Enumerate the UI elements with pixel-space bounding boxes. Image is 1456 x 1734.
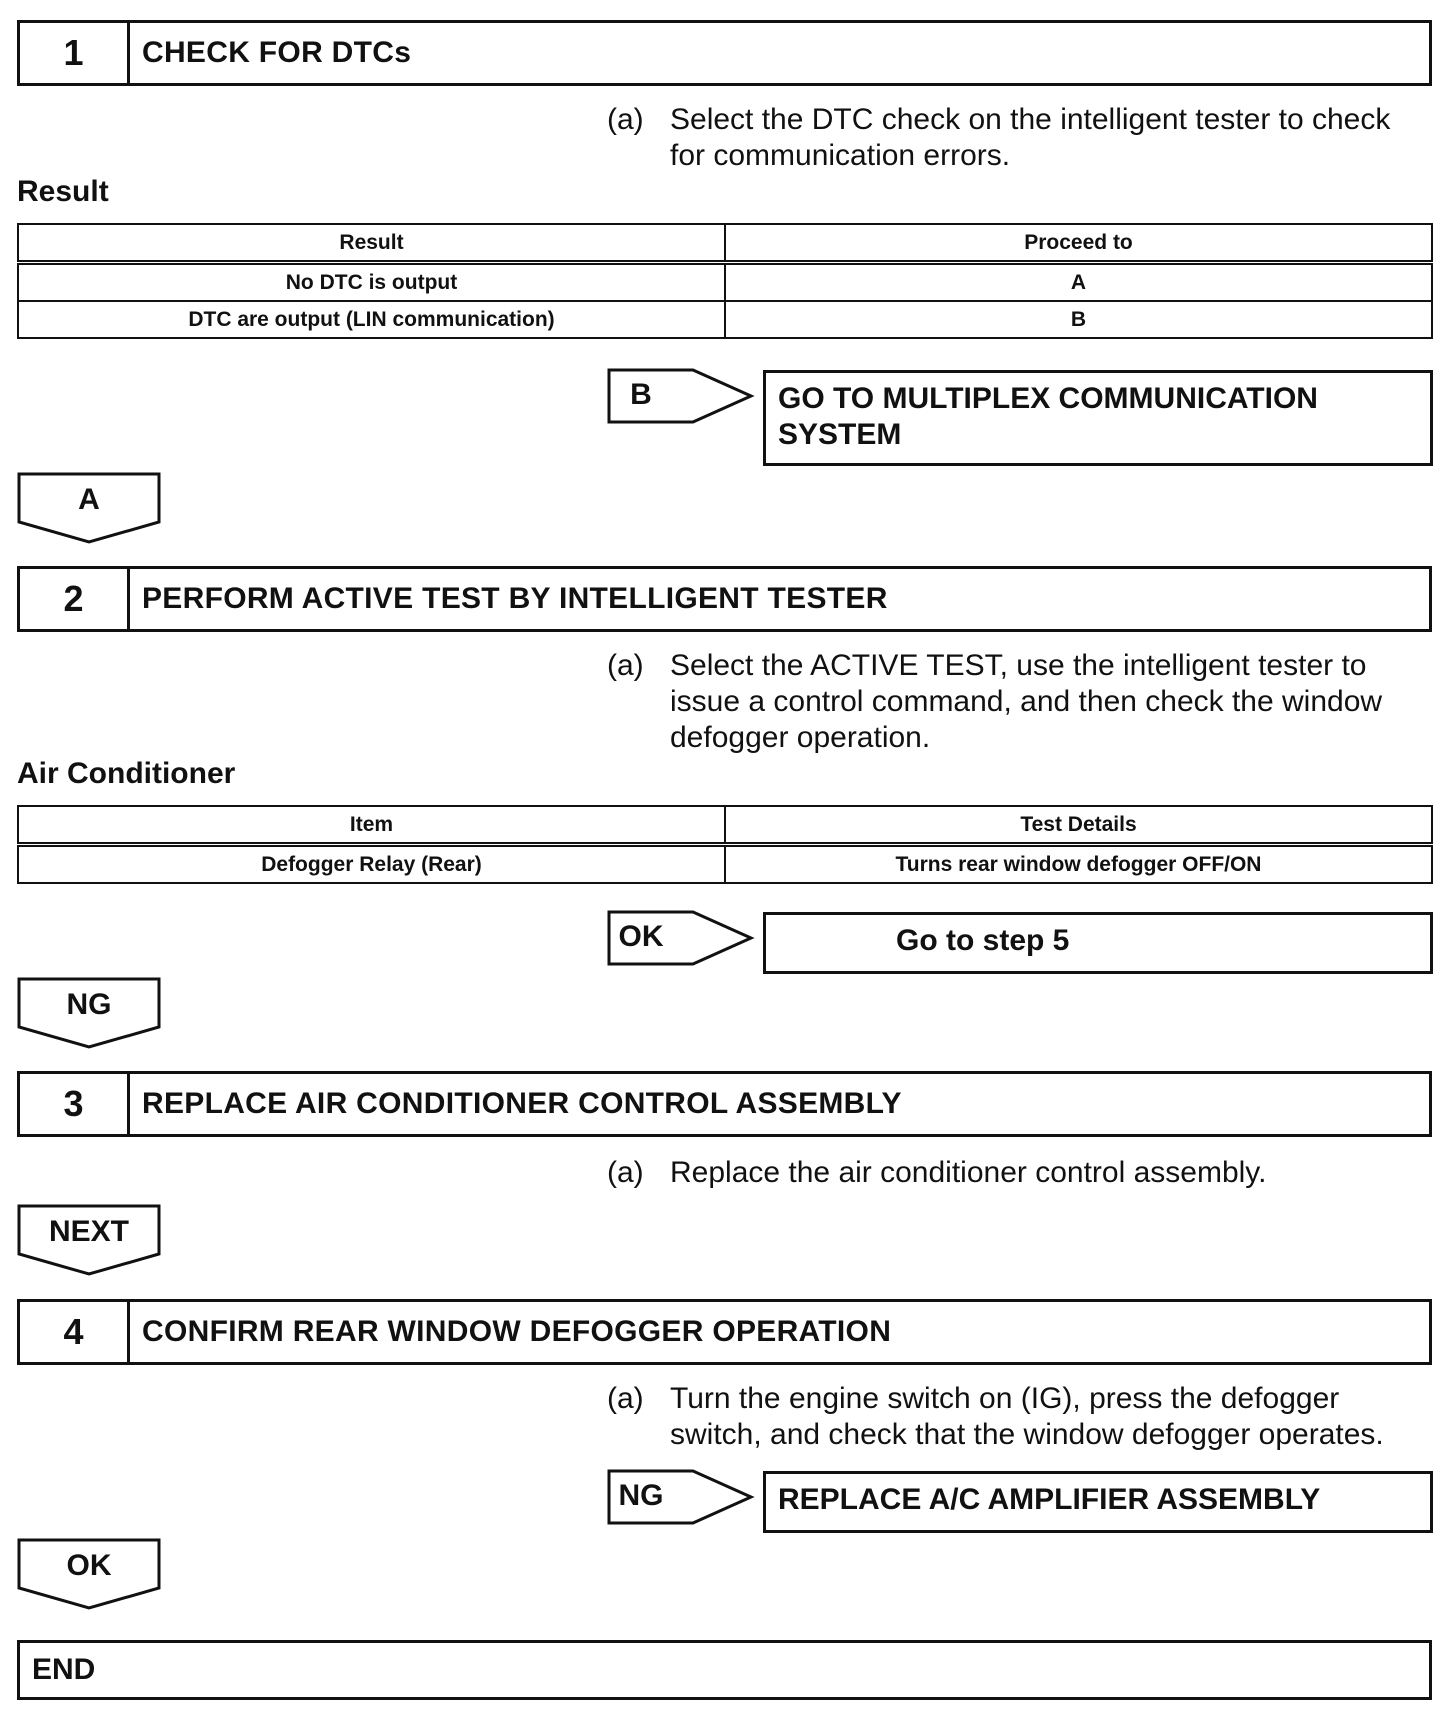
down-label: NG: [66, 988, 112, 1021]
step-number: 4: [20, 1302, 130, 1362]
step-title: CONFIRM REAR WINDOW DEFOGGER OPERATION: [142, 1315, 892, 1348]
branch-label: OK: [618, 920, 664, 953]
table-label: Result: [17, 175, 109, 208]
step-1-header: [17, 20, 1432, 86]
table-cell: B: [725, 301, 1432, 338]
step-title: CHECK FOR DTCs: [142, 36, 412, 69]
step-title: PERFORM ACTIVE TEST BY INTELLIGENT TESTER: [142, 582, 888, 615]
instruction-marker: (a): [607, 1156, 644, 1189]
table-cell: DTC are output (LIN communication): [18, 301, 725, 338]
step-number: 3: [20, 1074, 130, 1134]
down-label: OK: [66, 1549, 112, 1582]
table-row: [18, 263, 1432, 302]
table-header-cell: Proceed to: [725, 224, 1432, 263]
step-3-header: [17, 1071, 1432, 1137]
instruction-text: Select the DTC check on the intelligent tester to check for communication errors.: [670, 103, 1391, 172]
table-cell: No DTC is output: [18, 263, 725, 302]
table-header-cell: Test Details: [725, 806, 1432, 845]
branch-result-box: Go to step 5: [763, 912, 1433, 974]
end-box: END: [17, 1640, 1432, 1700]
instruction-text: Select the ACTIVE TEST, use the intelligent tester to issue a control command, and then check the window defogger operation.: [670, 649, 1383, 754]
down-tag-ng: [17, 977, 161, 1049]
step-4-instruction: [607, 1381, 1407, 1453]
table-cell: Defogger Relay (Rear): [18, 845, 725, 884]
instruction-marker: (a): [607, 649, 644, 682]
step-title: REPLACE AIR CONDITIONER CONTROL ASSEMBLY: [142, 1087, 902, 1120]
table-label: Air Conditioner: [17, 757, 236, 790]
step-number: 2: [20, 569, 130, 629]
table-row: [18, 845, 1432, 884]
step-4-header: [17, 1299, 1432, 1365]
down-label: NEXT: [48, 1215, 129, 1248]
step-2-instruction: [607, 648, 1407, 756]
step-1-instruction: [607, 102, 1407, 174]
table-header-cell: Item: [18, 806, 725, 845]
step-3-instruction: [607, 1155, 1407, 1191]
down-tag-a: [17, 472, 161, 544]
table-cell: A: [725, 263, 1432, 302]
branch-tag-ng: [607, 1469, 755, 1527]
step-number: 1: [20, 23, 130, 83]
table-header-cell: Result: [18, 224, 725, 263]
instruction-text: Replace the air conditioner control assembly.: [670, 1156, 1267, 1189]
down-label: A: [78, 483, 100, 516]
branch-tag-b: [607, 368, 755, 426]
branch-tag-ok: [607, 910, 755, 968]
table-row: [18, 301, 1432, 338]
table-cell: Turns rear window defogger OFF/ON: [725, 845, 1432, 884]
instruction-text: Turn the engine switch on (IG), press the defogger switch, and check that the window defogger operates.: [670, 1382, 1384, 1451]
down-tag-ok: [17, 1538, 161, 1610]
active-test-table: [17, 805, 1433, 884]
step-2-header: [17, 566, 1432, 632]
instruction-marker: (a): [607, 1382, 644, 1415]
table-header-row: [18, 806, 1432, 845]
branch-label: NG: [618, 1479, 664, 1512]
down-tag-next: [17, 1204, 161, 1276]
branch-result-box: GO TO MULTIPLEX COMMUNICATION SYSTEM: [763, 370, 1433, 466]
branch-label: B: [630, 378, 652, 411]
instruction-marker: (a): [607, 103, 644, 136]
result-table: [17, 223, 1433, 339]
table-header-row: [18, 224, 1432, 263]
branch-result-box: REPLACE A/C AMPLIFIER ASSEMBLY: [763, 1471, 1433, 1533]
